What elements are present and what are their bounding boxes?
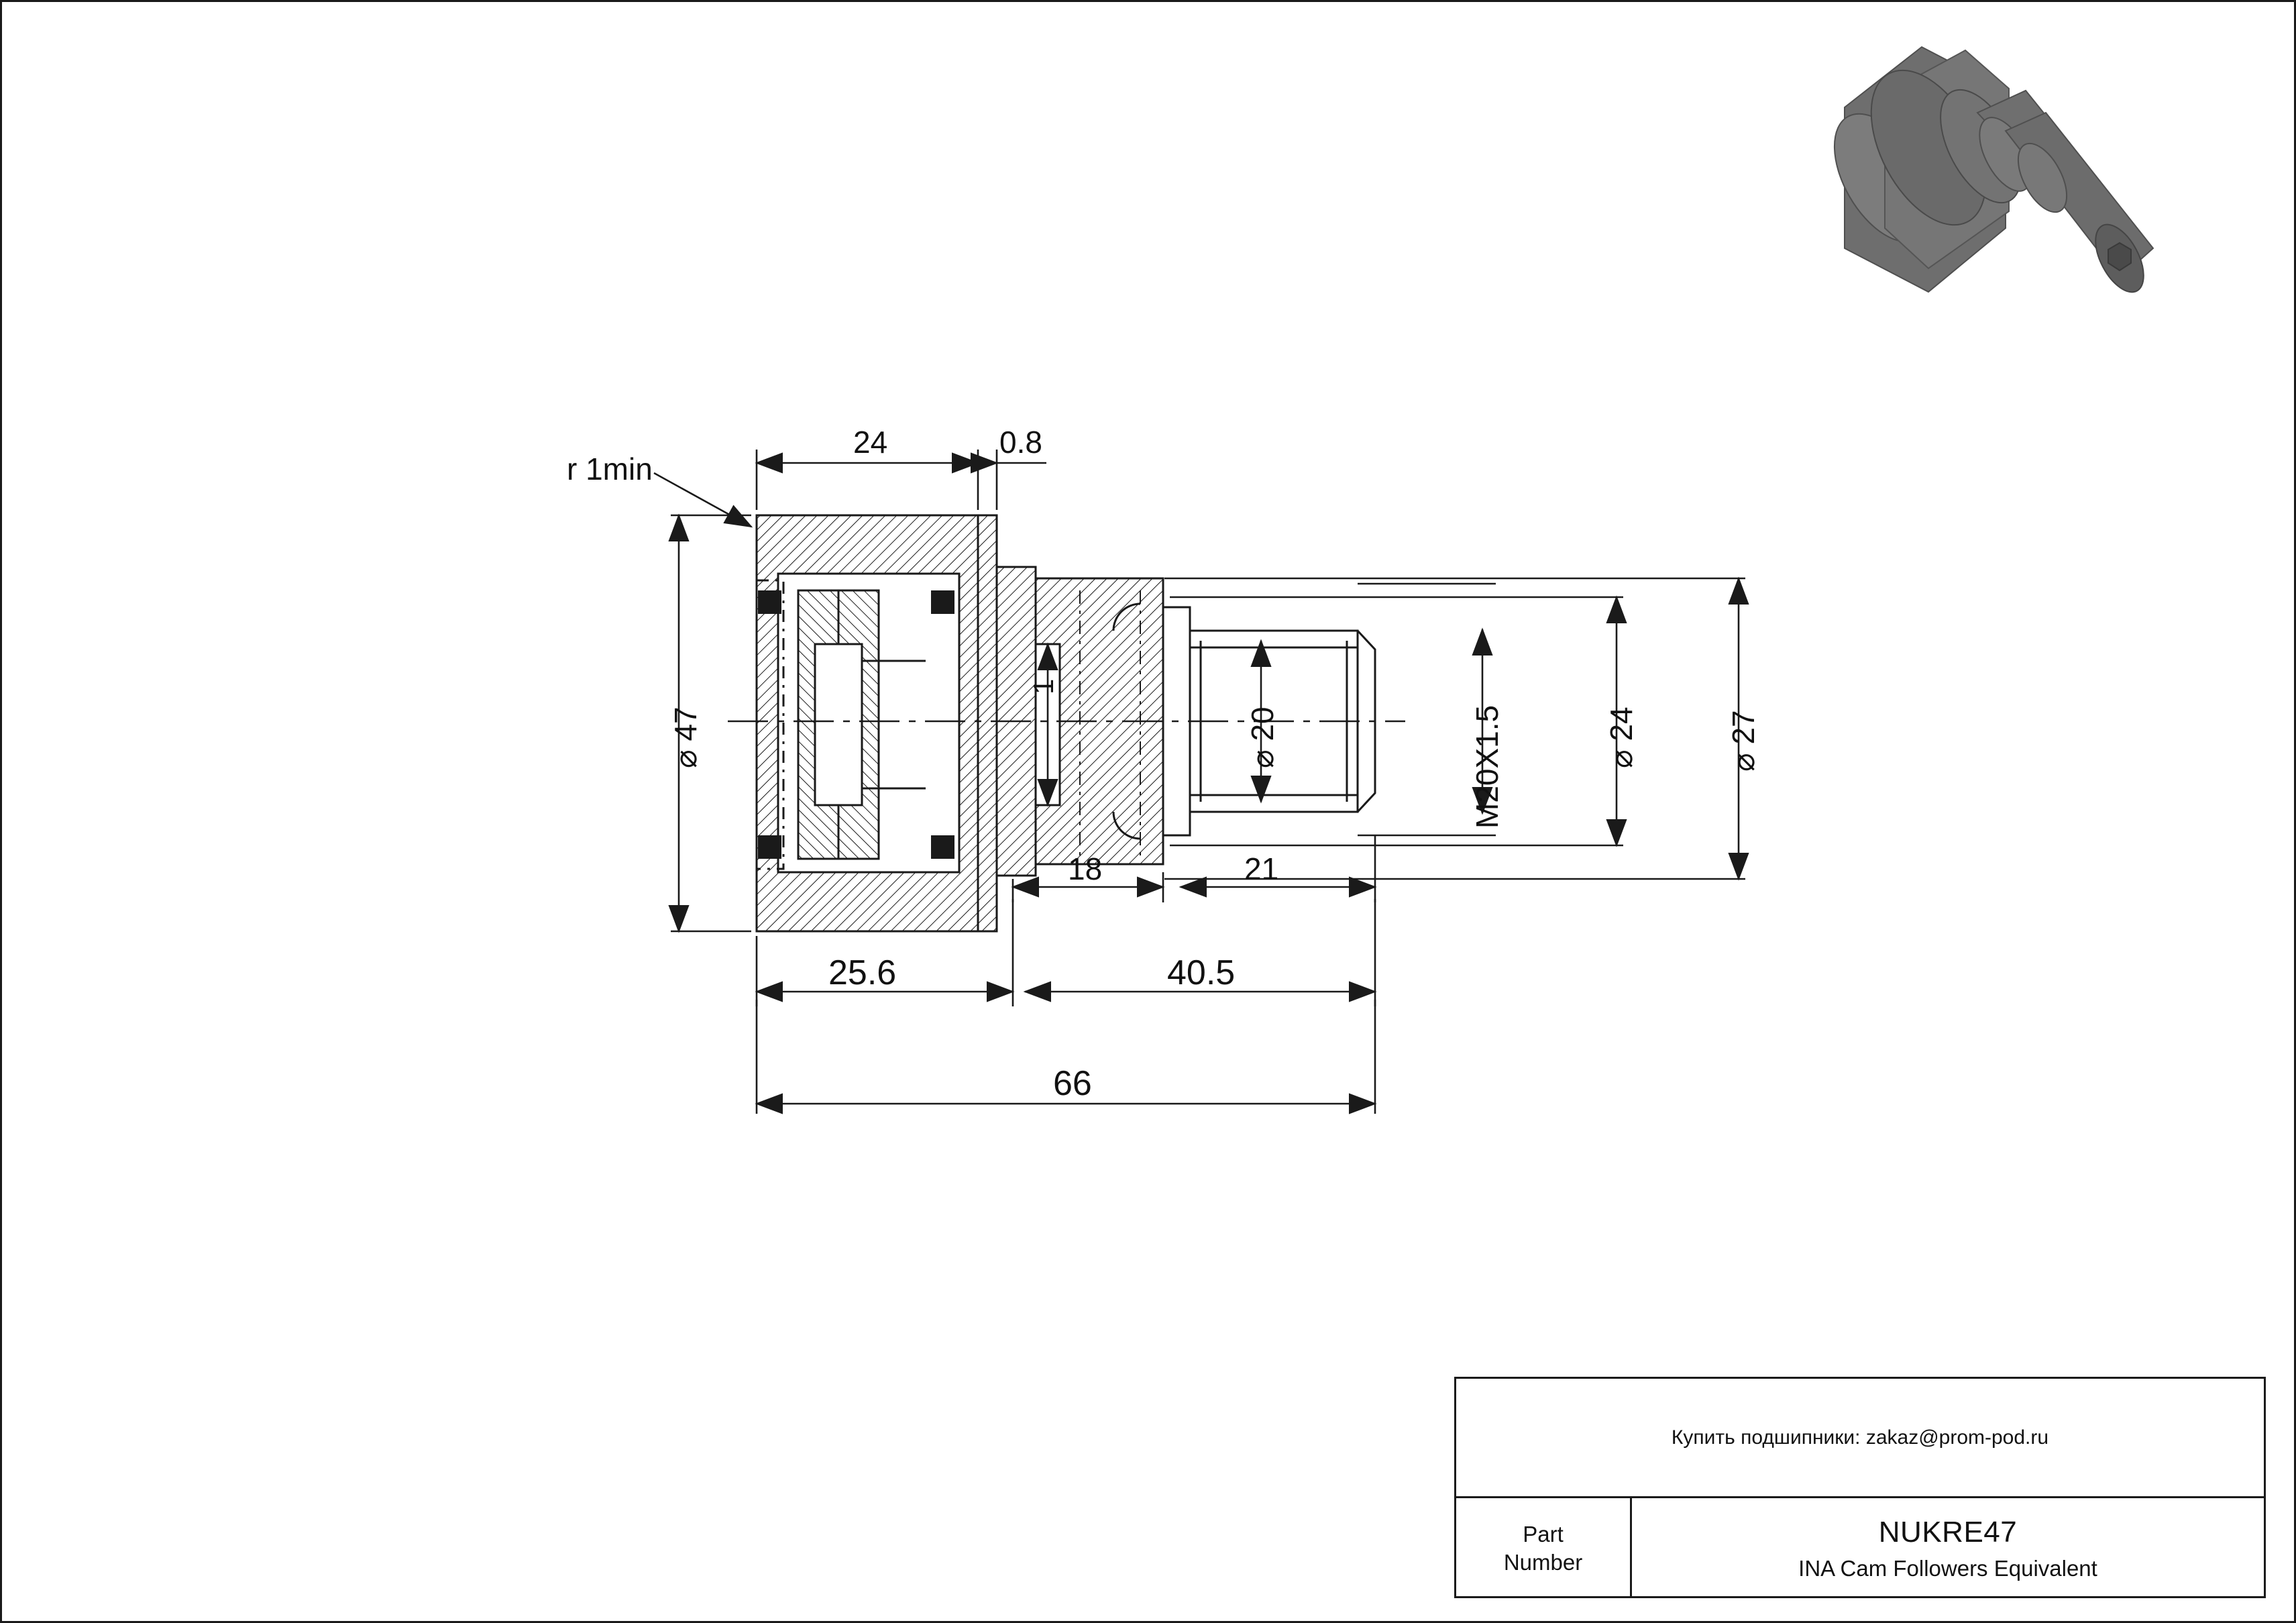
dim-len-21: 21 [1244, 851, 1279, 886]
dim-len-18: 18 [1068, 851, 1103, 886]
dim-corner-radius: r 1min [567, 452, 653, 486]
dim-len-66: 66 [1053, 1064, 1092, 1103]
part-number-value: NUKRE47 [1878, 1515, 2018, 1549]
dim-groove-1: 1 [1028, 678, 1059, 694]
part-number-label-line2: Number [1503, 1549, 1583, 1575]
dim-thread-m20x1-5: M20X1.5 [1470, 704, 1505, 829]
dim-width-24: 24 [853, 425, 888, 460]
dim-flange-0-8: 0.8 [999, 425, 1042, 460]
part-number-label [1456, 1498, 1632, 1598]
dim-len-40-5: 40.5 [1167, 953, 1236, 992]
title-block-part-row [1456, 1498, 2264, 1598]
dim-bore-dia-20: ⌀ 20 [1245, 706, 1280, 768]
title-block [1454, 1377, 2266, 1598]
part-description: INA Cam Followers Equivalent [1798, 1555, 2097, 1581]
dim-len-25-6: 25.6 [828, 953, 897, 992]
part-number-label-line1: Part [1523, 1522, 1564, 1547]
title-block-note-row [1456, 1379, 2264, 1498]
dim-stud-dia-27: ⌀ 27 [1726, 710, 1761, 772]
contact-email-note: Купить подшипники: zakaz@prom-pod.ru [1671, 1426, 2049, 1449]
part-number-value-cell [1632, 1498, 2264, 1598]
dim-outer-dia-47: ⌀ 47 [668, 706, 703, 768]
dim-shoulder-dia-24: ⌀ 24 [1604, 706, 1639, 768]
